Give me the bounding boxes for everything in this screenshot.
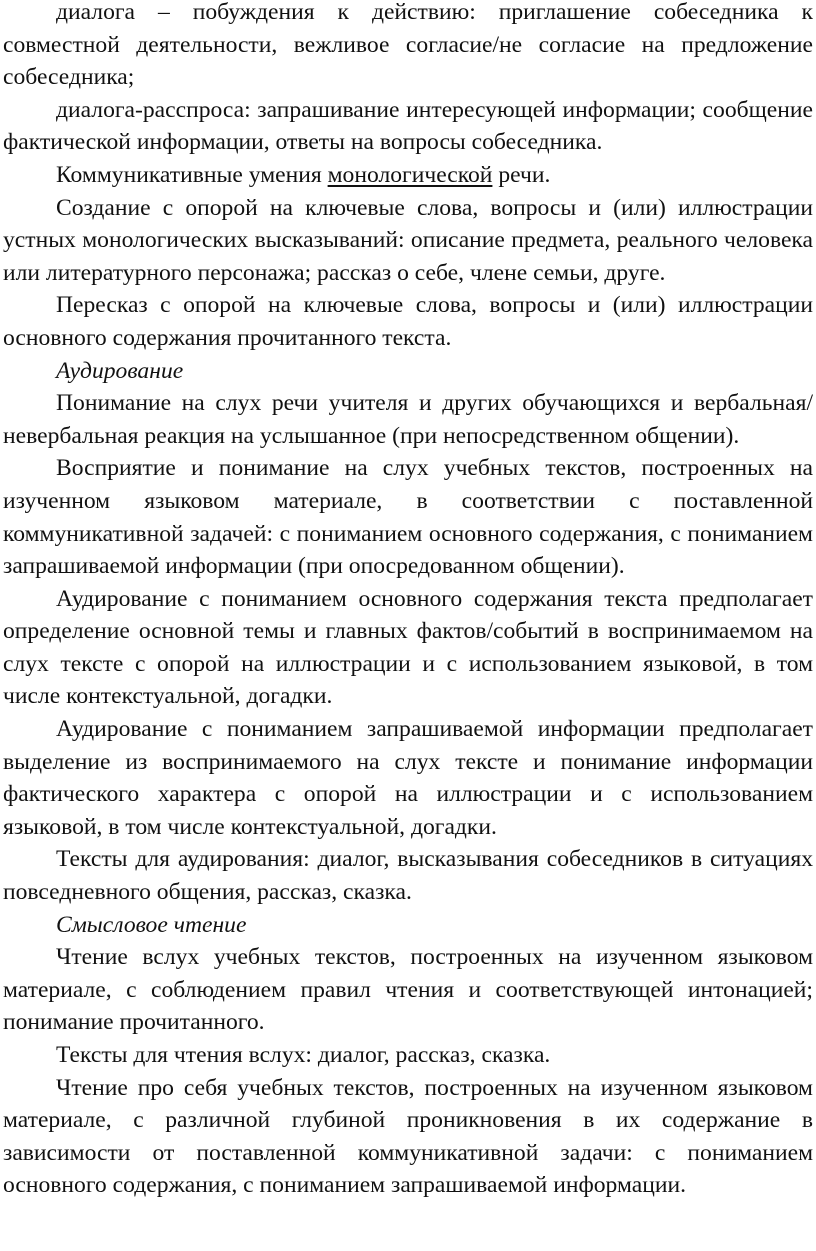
paragraph-listening-main-content: Аудирование с пониманием основного содержания текста предполагает определение основной темы и главных фактов/событий в воспринимаемом на слух тексте с опорой на иллюстрации и с использованием языковой, в том числе контекстуальной, догадки. xyxy=(3,585,813,710)
monologue-skills-suffix: речи. xyxy=(492,161,551,188)
section-heading-reading: Смысловое чтение xyxy=(56,911,247,938)
monologue-underlined-word: монологической xyxy=(327,161,493,188)
paragraph-listening-understanding: Понимание на слух речи учителя и других обучающихся и вербальная/невербальная реакция на услышанное (при непосредственном общении). xyxy=(3,390,813,449)
section-heading-listening: Аудирование xyxy=(56,357,184,384)
paragraph-reading-aloud-texts: Тексты для чтения вслух: диалог, рассказ, сказка. xyxy=(56,1042,551,1068)
paragraph-reading-aloud: Чтение вслух учебных текстов, построенных на изученном языковом материале, с соблюдением правил чтения и соответствующей интонацией; понимание прочитанного. xyxy=(3,944,813,1036)
paragraph-listening-requested-info: Аудирование с пониманием запрашиваемой информации предполагает выделение из воспринимаемого на слух тексте и понимание информации фактического характера с опорой на иллюстрации и с использованием языковой, в том числе контекстуальной, догадки. xyxy=(3,716,813,840)
paragraph-retelling: Пересказ с опорой на ключевые слова, вопросы и (или) иллюстрации основного содержания прочитанного текста. xyxy=(3,292,813,351)
paragraph-dialog-inquiry: диалога-расспроса: запрашивание интересующей информации; сообщение фактической информации, ответы на вопросы собеседника. xyxy=(3,96,813,156)
monologue-skills-prefix: Коммуникативные умения xyxy=(56,161,328,188)
paragraph-silent-reading: Чтение про себя учебных текстов, построенных на изученном языковом материале, с различной глубиной проникновения в их содержание в зависимости от поставленной коммуникативной задачи: с пониманием основного содержания, с пониманием запрашиваемой информации. xyxy=(3,1074,813,1199)
paragraph-monologue-skills xyxy=(3,159,813,192)
paragraph-listening-perception: Восприятие и понимание на слух учебных текстов, построенных на изученном языковом материале, в соответствии с поставленной коммуникативной задачей: с пониманием основного содержания, с пониманием запрашиваемой информации (при опосредованном общении). xyxy=(3,455,813,580)
paragraph-dialog-motivation: диалога – побуждения к действию: приглашение собеседника к совместной деятельности, вежливое согласие/не согласие на предложение собеседника; xyxy=(3,0,813,91)
paragraph-listening-texts: Тексты для аудирования: диалог, высказывания собеседников в ситуациях повседневного общения, рассказ, сказка. xyxy=(3,846,813,906)
paragraph-monologue-creation: Создание с опорой на ключевые слова, вопросы и (или) иллюстрации устных монологических высказываний: описание предмета, реального человека или литературного персонажа; рассказ о себе, члене семьи, друге. xyxy=(3,194,813,286)
